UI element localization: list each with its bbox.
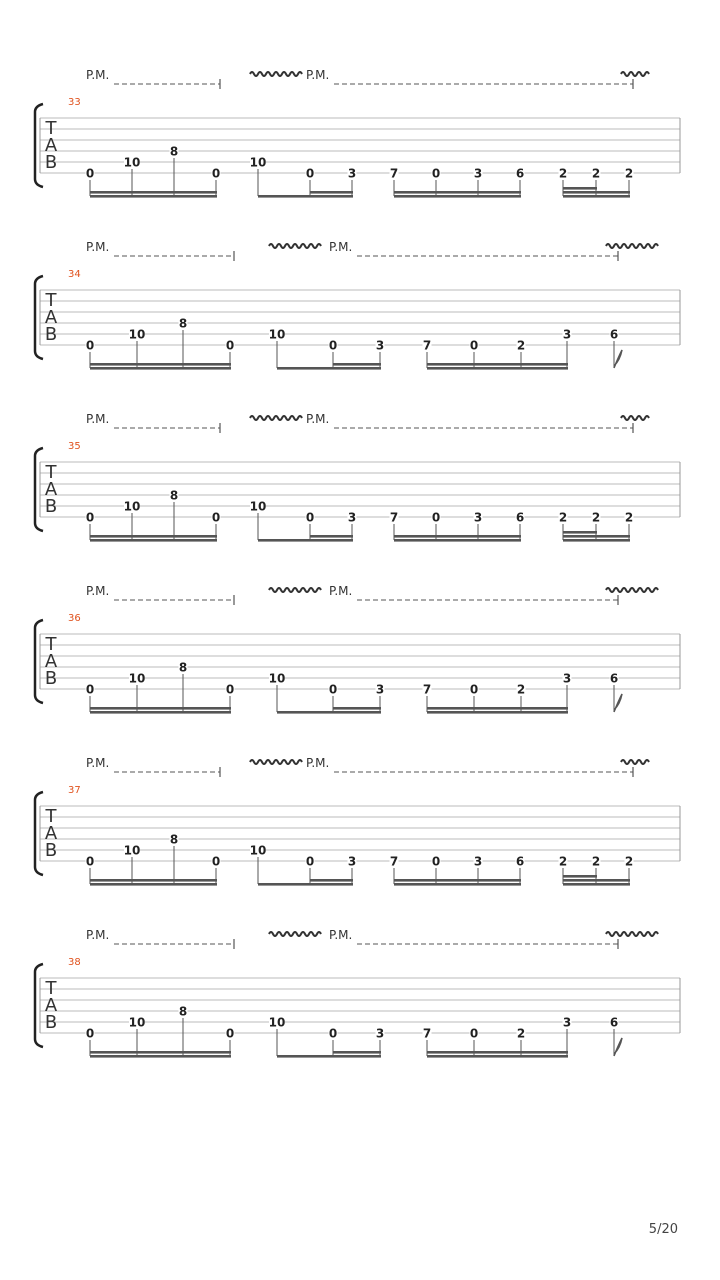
fret-number: 0	[85, 510, 95, 525]
vibrato-mark	[269, 588, 321, 592]
tab-clef-letter: A	[44, 995, 58, 1016]
fret-number: 10	[249, 155, 267, 170]
fret-number: 2	[624, 854, 634, 869]
fret-number: 0	[328, 338, 338, 353]
fret-number: 2	[558, 510, 568, 525]
note-beam	[333, 707, 381, 710]
note-beam	[394, 191, 521, 194]
note-beam	[394, 535, 521, 538]
note-beam	[90, 883, 217, 886]
fret-number: 7	[389, 854, 399, 869]
fret-number: 8	[178, 316, 188, 331]
tab-system	[35, 928, 680, 1058]
tab-clef-letter: T	[45, 978, 57, 999]
vibrato-mark	[250, 72, 302, 76]
fret-number: 8	[169, 488, 179, 503]
note-beam	[394, 539, 521, 542]
tab-system	[35, 412, 680, 542]
fret-number: 7	[422, 1026, 432, 1041]
tab-system	[35, 756, 680, 886]
note-beam	[427, 711, 568, 714]
vibrato-mark	[606, 588, 658, 592]
tab-clef-letter: T	[45, 290, 57, 311]
system-bracket	[35, 448, 43, 531]
note-beam	[90, 1055, 231, 1058]
system-bracket	[35, 792, 43, 875]
fret-number: 2	[558, 854, 568, 869]
fret-number: 2	[624, 510, 634, 525]
fret-number: 3	[375, 682, 385, 697]
fret-number: 2	[516, 682, 526, 697]
tab-clef-letter: T	[45, 118, 57, 139]
measure-number: 37	[68, 785, 81, 796]
tab-system	[35, 68, 680, 198]
note-beam	[333, 363, 381, 366]
fret-number: 0	[85, 338, 95, 353]
fret-number: 10	[249, 499, 267, 514]
fret-number: 6	[609, 1015, 619, 1030]
note-beam	[394, 883, 521, 886]
measure-number: 34	[68, 269, 81, 280]
note-beam	[563, 535, 630, 538]
palm-mute-label: P.M.	[329, 240, 353, 254]
fret-number: 10	[268, 671, 286, 686]
note-beam	[310, 535, 353, 538]
palm-mute-label: P.M.	[86, 68, 110, 82]
note-beam	[563, 879, 630, 882]
fret-number: 0	[225, 338, 235, 353]
fret-number: 0	[85, 682, 95, 697]
fret-number: 7	[422, 682, 432, 697]
fret-number: 0	[305, 854, 315, 869]
note-beam	[277, 1055, 381, 1058]
fret-number: 3	[347, 166, 357, 181]
tab-clef-letter: A	[44, 307, 58, 328]
fret-number: 0	[211, 854, 221, 869]
note-beam	[277, 711, 381, 714]
fret-number: 0	[85, 166, 95, 181]
fret-number: 10	[268, 1015, 286, 1030]
vibrato-mark	[269, 244, 321, 248]
fret-number: 6	[515, 510, 525, 525]
measure-number: 35	[68, 441, 81, 452]
system-bracket	[35, 276, 43, 359]
tab-clef-letter: B	[44, 668, 58, 689]
note-beam	[90, 367, 231, 370]
fret-number: 8	[178, 1004, 188, 1019]
measure-number: 36	[68, 613, 81, 624]
vibrato-mark	[606, 244, 658, 248]
fret-number: 8	[169, 832, 179, 847]
vibrato-mark	[621, 416, 649, 420]
fret-number: 2	[516, 338, 526, 353]
fret-number: 3	[562, 327, 572, 342]
note-beam	[277, 367, 381, 370]
fret-number: 3	[473, 166, 483, 181]
note-beam	[394, 195, 521, 198]
note-beam	[427, 363, 568, 366]
note-beam	[427, 1055, 568, 1058]
tab-clef-letter: B	[44, 152, 58, 173]
tab-system	[35, 240, 680, 370]
palm-mute-label: P.M.	[306, 68, 330, 82]
fret-number: 0	[211, 166, 221, 181]
fret-number: 3	[473, 510, 483, 525]
fret-number: 10	[128, 671, 146, 686]
note-flag	[614, 694, 622, 712]
tab-clef-letter: T	[45, 634, 57, 655]
note-beam	[333, 1051, 381, 1054]
note-beam	[563, 191, 630, 194]
tab-clef-letter: B	[44, 1012, 58, 1033]
vibrato-mark	[250, 760, 302, 764]
vibrato-mark	[250, 416, 302, 420]
fret-number: 0	[328, 1026, 338, 1041]
fret-number: 3	[562, 1015, 572, 1030]
fret-number: 8	[169, 144, 179, 159]
fret-number: 0	[469, 1026, 479, 1041]
fret-number: 2	[591, 166, 601, 181]
tab-clef-letter: T	[45, 462, 57, 483]
fret-number: 10	[123, 155, 141, 170]
note-beam	[310, 879, 353, 882]
tab-clef-letter: A	[44, 479, 58, 500]
fret-number: 2	[558, 166, 568, 181]
fret-number: 7	[389, 510, 399, 525]
note-beam	[427, 707, 568, 710]
fret-number: 6	[609, 327, 619, 342]
note-beam	[563, 187, 597, 190]
fret-number: 3	[473, 854, 483, 869]
fret-number: 3	[562, 671, 572, 686]
note-beam	[90, 191, 217, 194]
tab-system	[35, 584, 680, 714]
note-beam	[90, 195, 217, 198]
note-beam	[258, 539, 353, 542]
fret-number: 10	[128, 327, 146, 342]
fret-number: 10	[128, 1015, 146, 1030]
note-flag	[614, 350, 622, 368]
system-bracket	[35, 620, 43, 703]
fret-number: 0	[225, 1026, 235, 1041]
fret-number: 2	[516, 1026, 526, 1041]
fret-number: 0	[85, 1026, 95, 1041]
palm-mute-label: P.M.	[86, 756, 110, 770]
palm-mute-label: P.M.	[86, 584, 110, 598]
tab-clef-letter: A	[44, 135, 58, 156]
note-beam	[258, 195, 353, 198]
fret-number: 0	[305, 510, 315, 525]
vibrato-mark	[269, 932, 321, 936]
vibrato-mark	[621, 760, 649, 764]
note-beam	[563, 875, 597, 878]
vibrato-mark	[606, 932, 658, 936]
fret-number: 0	[469, 682, 479, 697]
fret-number: 0	[431, 510, 441, 525]
fret-number: 2	[591, 510, 601, 525]
fret-number: 6	[515, 166, 525, 181]
tab-clef-letter: T	[45, 806, 57, 827]
note-beam	[427, 367, 568, 370]
note-beam	[90, 535, 217, 538]
fret-number: 2	[591, 854, 601, 869]
note-beam	[90, 1051, 231, 1054]
note-beam	[563, 883, 630, 886]
page-number: 5/20	[648, 1222, 678, 1237]
tab-clef-letter: B	[44, 840, 58, 861]
palm-mute-label: P.M.	[86, 928, 110, 942]
note-beam	[310, 191, 353, 194]
system-bracket	[35, 964, 43, 1047]
fret-number: 0	[469, 338, 479, 353]
fret-number: 3	[375, 1026, 385, 1041]
fret-number: 7	[389, 166, 399, 181]
note-beam	[563, 195, 630, 198]
palm-mute-label: P.M.	[329, 584, 353, 598]
fret-number: 0	[225, 682, 235, 697]
vibrato-mark	[621, 72, 649, 76]
note-flag	[614, 1038, 622, 1056]
fret-number: 0	[85, 854, 95, 869]
tab-clef-letter: B	[44, 324, 58, 345]
fret-number: 6	[515, 854, 525, 869]
fret-number: 10	[123, 499, 141, 514]
fret-number: 8	[178, 660, 188, 675]
fret-number: 0	[431, 166, 441, 181]
fret-number: 0	[305, 166, 315, 181]
fret-number: 0	[211, 510, 221, 525]
tab-clef-letter: A	[44, 651, 58, 672]
system-bracket	[35, 104, 43, 187]
palm-mute-label: P.M.	[306, 756, 330, 770]
measure-number: 38	[68, 957, 81, 968]
palm-mute-label: P.M.	[86, 412, 110, 426]
fret-number: 0	[328, 682, 338, 697]
note-beam	[90, 539, 217, 542]
note-beam	[258, 883, 353, 886]
note-beam	[563, 539, 630, 542]
tab-clef-letter: B	[44, 496, 58, 517]
fret-number: 10	[249, 843, 267, 858]
fret-number: 0	[431, 854, 441, 869]
note-beam	[90, 363, 231, 366]
fret-number: 3	[347, 510, 357, 525]
fret-number: 2	[624, 166, 634, 181]
note-beam	[90, 879, 217, 882]
fret-number: 3	[375, 338, 385, 353]
palm-mute-label: P.M.	[329, 928, 353, 942]
measure-number: 33	[68, 97, 81, 108]
fret-number: 3	[347, 854, 357, 869]
fret-number: 7	[422, 338, 432, 353]
note-beam	[427, 1051, 568, 1054]
note-beam	[90, 711, 231, 714]
note-beam	[394, 879, 521, 882]
palm-mute-label: P.M.	[86, 240, 110, 254]
fret-number: 6	[609, 671, 619, 686]
note-beam	[90, 707, 231, 710]
fret-number: 10	[268, 327, 286, 342]
tab-clef-letter: A	[44, 823, 58, 844]
fret-number: 10	[123, 843, 141, 858]
note-beam	[563, 531, 597, 534]
palm-mute-label: P.M.	[306, 412, 330, 426]
